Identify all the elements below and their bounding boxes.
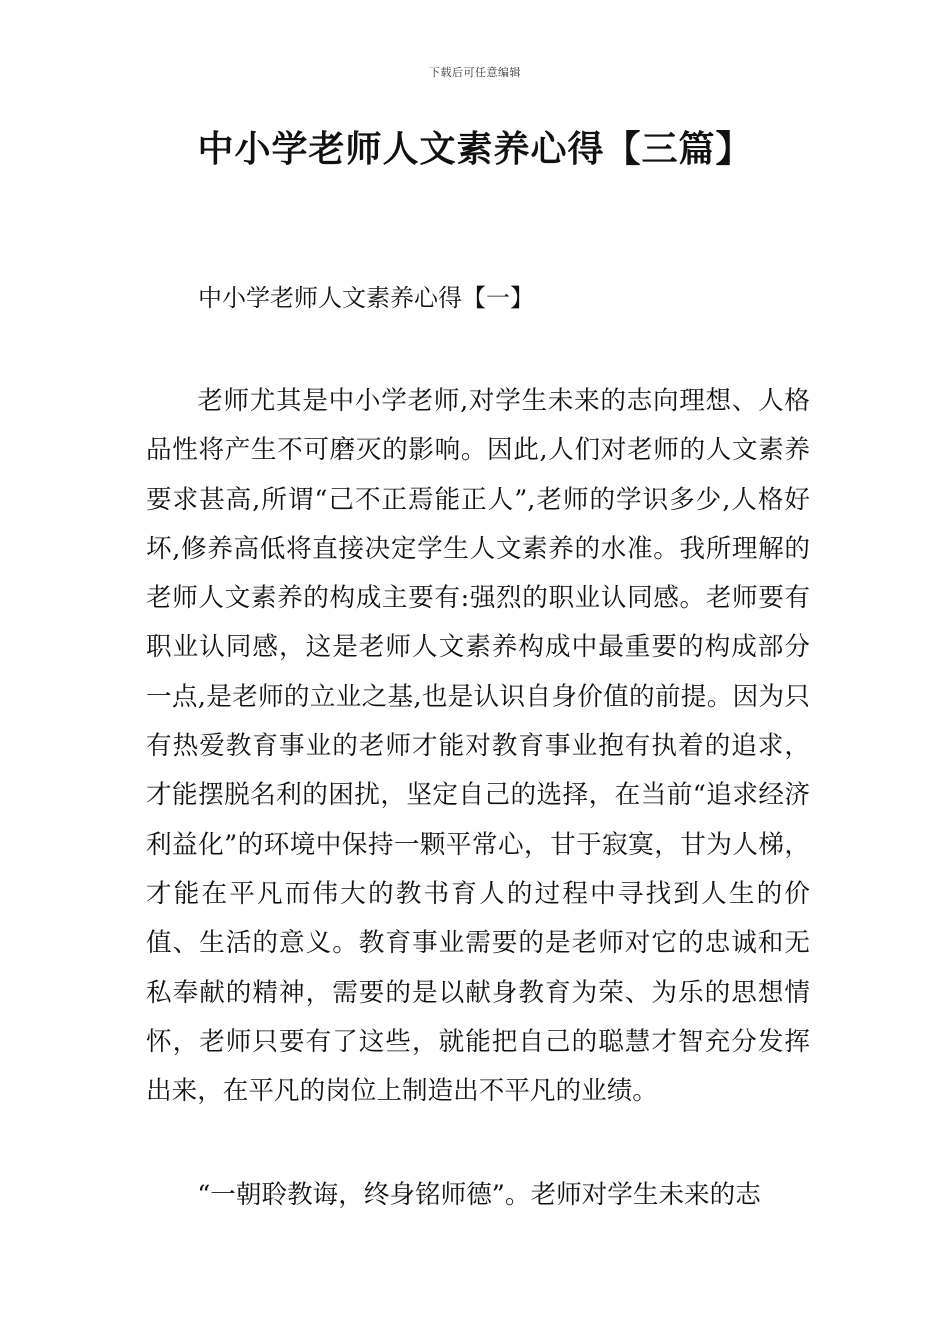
body-paragraph: “一朝聆教诲，终身铭师德”。老师对学生未来的志: [197, 1180, 761, 1210]
document-title: 中小学老师人文素养心得【三篇】: [197, 129, 753, 170]
header-note: 下载后可任意编辑: [429, 66, 521, 79]
section-heading: 中小学老师人文素养心得【一】: [198, 284, 534, 312]
body-paragraph: 老师尤其是中小学老师,对学生未来的志向理想、人格品性将产生不可磨灭的影响。因此,人们对老师的人文素养要求甚高,所谓“己不正焉能正人”,老师的学识多少,人格好坏,修养高低将直接决定学生人文素养的水准。我所理解的老师人文素养的构成主要有:强烈的职业认同感。老师要有职业认同感，这是老师人文素养构成中最重要的构成部分一点,是老师的立业之基,也是认识自身价值的前提。因为只有热爱教育事业的老师才能对教育事业抱有执着的追求，才能摆脱名利的困扰，坚定自己的选择，在当前“追求经济利益化”的环境中保持一颗平常心，甘于寂寞，甘为人梯，才能在平凡而伟大的教书育人的过程中寻找到人生的价值、生活的意义。教育事业需要的是老师对它的忠诚和无私奉献的精神，需要的是以献身教育为荣、为乐的思想情怀，老师只要有了这些，就能把自己的聪慧才智充分发挥出来，在平凡的岗位上制造出不平凡的业绩。: [146, 386, 810, 1107]
